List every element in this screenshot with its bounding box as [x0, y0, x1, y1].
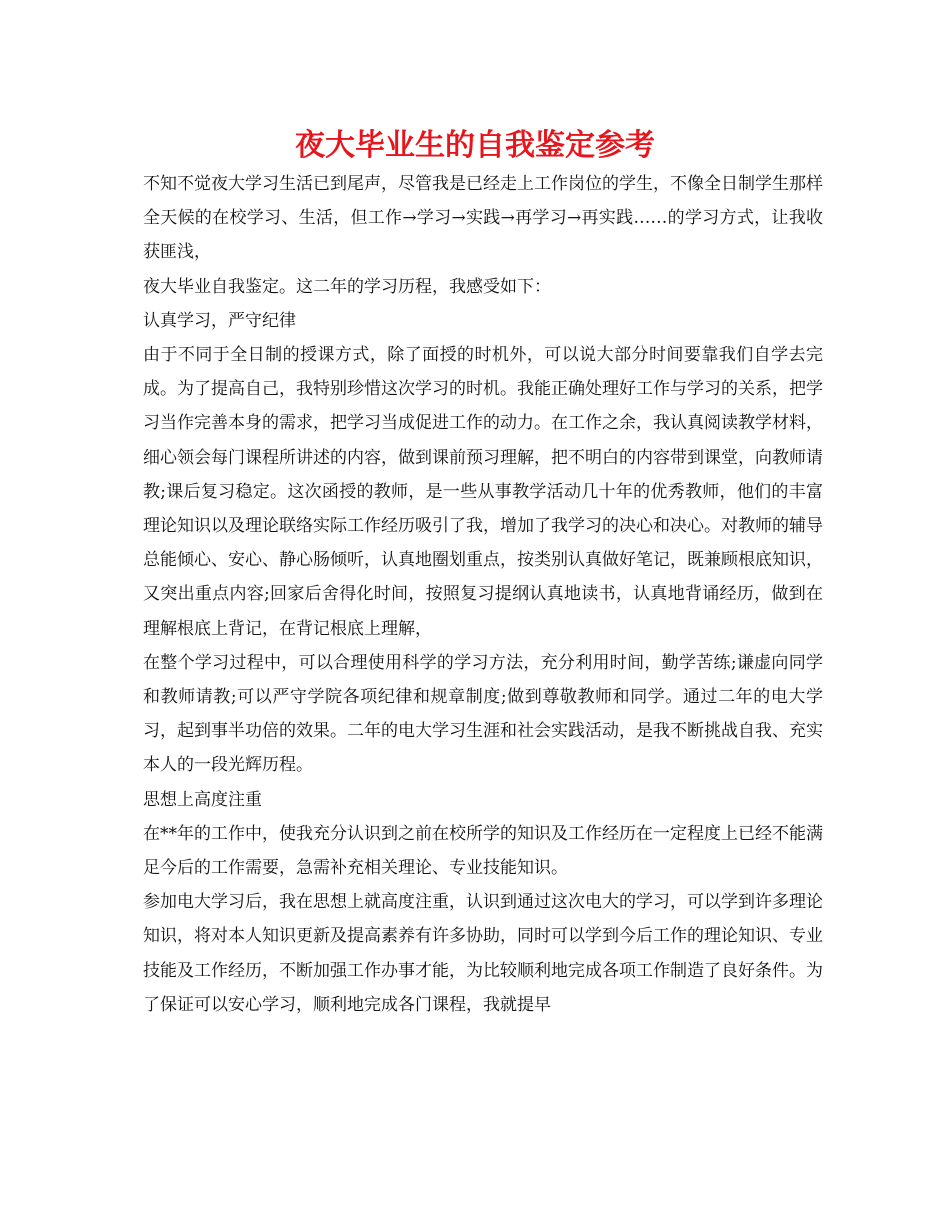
paragraph-work-needs: 在**年的工作中，使我充分认识到之前在校所学的知识及工作经历在一定程度上已经不能满足今后的工作需要，急需补充相关理论、专业技能知识。 [143, 823, 823, 879]
paragraph-enrollment: 参加电大学习后，我在思想上就高度注重，认识到通过这次电大的学习，可以学到许多理论知识，将对本人知识更新及提高素养有许多协助，同时可以学到今后工作的理论知识、专业技能及工作经历，不断加强工作办事才能，为比较顺利地完成各项工作制造了良好条件。为了保证可以安心学习，顺利地完成各门课程，我就提早 [143, 892, 823, 1015]
section-heading-study-discipline: 认真学习，严守纪律 [143, 310, 296, 331]
section-heading-attitude: 思想上高度注重 [143, 789, 262, 810]
paragraph-learning-process: 在整个学习过程中，可以合理使用科学的学习方法，充分利用时间，勤学苦练;谦虚向同学和教师请教;可以严守学院各项纪律和规章制度;做到尊敬教师和同学。通过二年的电大学习，起到事半功倍的效果。二年的电大学习生涯和社会实践活动，是我不断挑战自我、充实本人的一段光辉历程。 [143, 652, 823, 776]
paragraph-intro: 不知不觉夜大学习生活已到尾声，尽管我是已经走上工作岗位的学生，不像全日制学生那样全天候的在校学习、生活，但工作→学习→实践→再学习→再实践……的学习方式，让我收获匪浅， [143, 174, 823, 263]
document-title: 夜大毕业生的自我鉴定参考 [295, 128, 655, 163]
document-body [143, 167, 823, 1022]
paragraph-summary-intro: 夜大毕业自我鉴定。这二年的学习历程，我感受如下： [143, 276, 551, 297]
paragraph-study-methods: 由于不同于全日制的授课方式，除了面授的时机外，可以说大部分时间要靠我们自学去完成。为了提高自己，我特别珍惜这次学习的时机。我能正确处理好工作与学习的关系，把学习当作完善本身的需求，把学习当成促进工作的动力。在工作之余，我认真阅读教学材料，细心领会每门课程所讲述的内容，做到课前预习理解，把不明白的内容带到课堂，向教师请教;课后复习稳定。这次函授的教师，是一些从事教学活动几十年的优秀教师，他们的丰富理论知识以及理论联络实际工作经历吸引了我，增加了我学习的决心和决心。对教师的辅导总能倾心、安心、静心肠倾听，认真地圈划重点，按类别认真做好笔记，既兼顾根底知识，又突出重点内容;回家后舍得化时间，按照复习提纲认真地读书，认真地背诵经历，做到在理解根底上背记，在背记根底上理解， [143, 345, 823, 639]
